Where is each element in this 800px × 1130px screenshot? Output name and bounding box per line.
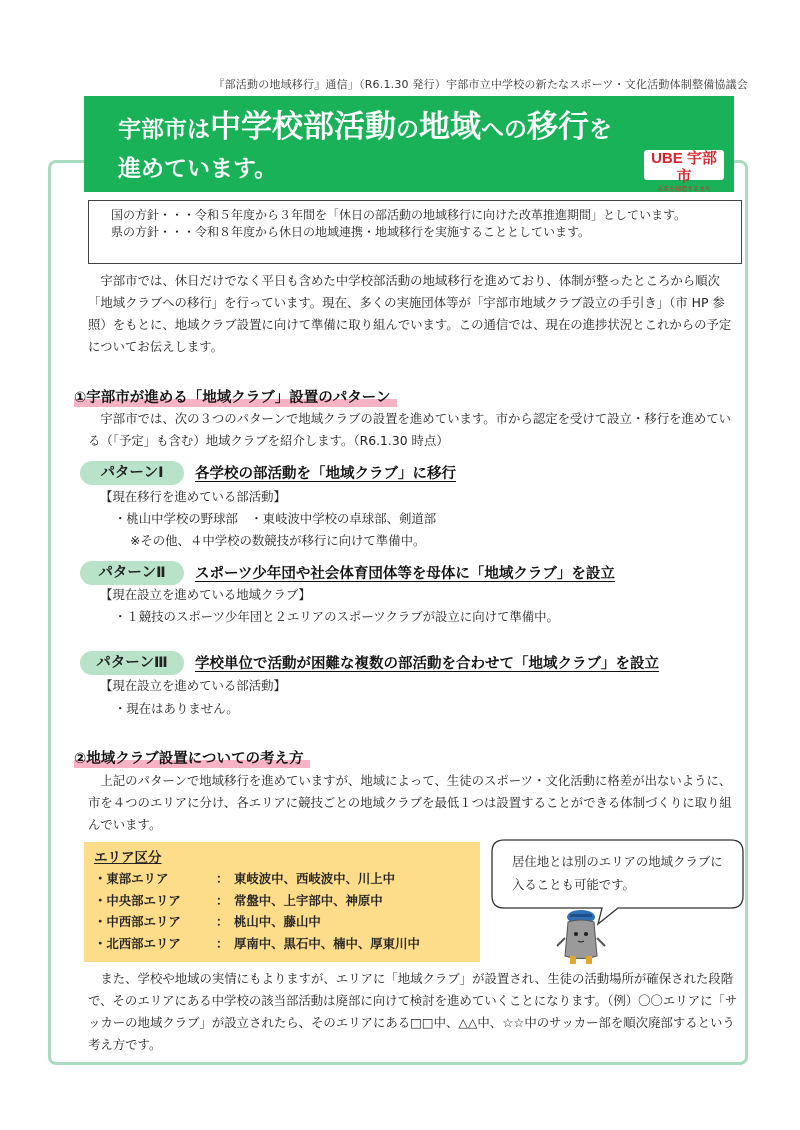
pattern-1-title: 各学校の部活動を「地域クラブ」に移行 [195, 466, 456, 482]
area-name: ・北西部エリア [94, 935, 181, 951]
national-policy [111, 207, 731, 224]
policy-text: 令和５年度から３年間を「休日の部活動の地域移行に向けた改革推進期間」としています。 [195, 208, 687, 222]
logo-subtext: 未来を創造するまち [656, 186, 711, 193]
pattern-3-title: 学校単位で活動が困難な複数の部活動を合わせて「地域クラブ」を設立 [195, 656, 659, 672]
intro-paragraph: 宇部市では、休日だけでなく平日も含めた中学校部活動の地域移行を進めており、体制が整ったところから順次「地域クラブへの移行」を行っています。現在、多くの実施団体等が「宇部市地域クラブ設立の手引き」（市 HP 参照）をもとに、地域クラブ設置に向けて準備に取り組んでいます。この通信では、現在の進捗状況とこれからの予定についてお伝えします。 [88, 273, 732, 354]
area-row [94, 911, 480, 933]
area-division-title: エリア区分 [94, 850, 162, 866]
title-text: への [481, 117, 527, 143]
section-2-text: 上記のパターンで地域移行を進めていますが、地域によって、生徒のスポーツ・文化活動に格差が出ないように、市を４つのエリアに分け、各エリアに競技ごとの地域クラブを最低１つは設置することができる体制づくりに取り組んでいます。 [88, 773, 732, 832]
prefecture-policy [111, 224, 731, 241]
area-schools: 桃山中、藤山中 [234, 914, 321, 929]
pattern-2-subheading: 【現在設立を進めている地域クラブ】 [100, 587, 311, 602]
area-name: ・中央部エリア [94, 892, 181, 908]
logo-text: UBE 宇部市 [651, 150, 717, 185]
policy-box [88, 200, 742, 264]
title-text: 中学校部活動 [210, 109, 396, 145]
area-schools: 東岐波中、西岐波中、川上中 [234, 871, 396, 886]
area-separator: ： [216, 914, 229, 929]
pattern-1-subheading: 【現在移行を進めている部活動】 [100, 489, 286, 504]
area-separator: ： [216, 871, 229, 886]
area-separator: ： [216, 935, 229, 951]
pattern-3-subheading: 【現在設立を進めている部活動】 [100, 678, 286, 693]
policy-text: 令和８年度から休日の地域連携・地域移行を実施することとしています。 [195, 225, 591, 239]
pattern-1-note: ※その他、４中学校の数競技が移行に向けて準備中。 [130, 533, 426, 548]
area-name: ・中西部エリア [94, 914, 181, 929]
ube-city-logo [644, 150, 724, 193]
section-1-text: 宇部市では、次の３つのパターンで地域クラブの設置を進めています。市から認定を受けて設立・移行を進めている（「予定」も含む）地域クラブを紹介します。（R6.1.30 時点） [88, 411, 732, 448]
area-row [94, 890, 480, 912]
pattern-3-item: ・現在はありません。 [114, 701, 239, 716]
area-row [94, 933, 480, 955]
area-schools: 厚南中、黒石中、楠中、厚東川中 [234, 935, 420, 951]
area-separator: ： [216, 892, 229, 908]
speech-bubble-text: 居住地とは別のエリアの地域クラブに入ることも可能です。 [512, 854, 723, 892]
area-row [94, 868, 480, 890]
mascot-icon [548, 908, 614, 968]
pattern-2-item: ・１競技のスポーツ少年団と２エリアのスポーツクラブが設立に向けて準備中。 [114, 609, 559, 624]
title-line-1 [118, 110, 734, 147]
title-text: 地域 [419, 109, 481, 145]
closing-paragraph: また、学校や地域の実情にもよりますが、エリアに「地域クラブ」が設置され、生徒の活動場所が確保された段階で、そのエリアにある中学校の該当部活動は廃部に向けて検討を進めていくことになります。（例）〇〇エリアに「サッカーの地域クラブ」が設立されたら、そのエリアにある□□中、△△中、☆☆中のサッカー部を順次廃部するという考え方です。 [88, 971, 738, 1052]
policy-label: 県の方針・・・ [111, 225, 196, 239]
area-division-box [84, 842, 480, 962]
title-banner [84, 96, 734, 192]
area-schools: 常盤中、上宇部中、神原中 [234, 892, 383, 908]
title-text: の [396, 117, 419, 143]
pattern-2-title: スポーツ少年団や社会体育団体等を母体に「地域クラブ」を設立 [195, 566, 615, 582]
pattern-1-label: パターンⅠ [80, 461, 184, 485]
area-name: ・東部エリア [94, 871, 169, 886]
title-text: を [589, 117, 612, 143]
title-text: 宇部市は [118, 117, 210, 143]
pattern-2-label: パターンⅡ [80, 561, 184, 585]
policy-label: 国の方針・・・ [111, 208, 196, 222]
section-2-title: ②地域クラブ設置についての考え方 [74, 747, 310, 768]
title-text: 移行 [527, 109, 589, 145]
title-line-2: 進めています。 [118, 156, 278, 182]
pattern-3-label: パターンⅢ [80, 651, 184, 675]
newsletter-header: 『部活動の地域移行』通信」（R6.1.30 発行）宇部市立中学校の新たなスポーツ・文化活動体制整備協議会 [213, 78, 748, 91]
pattern-1-item: ・桃山中学校の野球部 ・東岐波中学校の卓球部、剣道部 [114, 511, 437, 526]
section-1-title: ①宇部市が進める「地域クラブ」設置のパターン [74, 386, 397, 407]
speech-bubble [490, 838, 745, 926]
